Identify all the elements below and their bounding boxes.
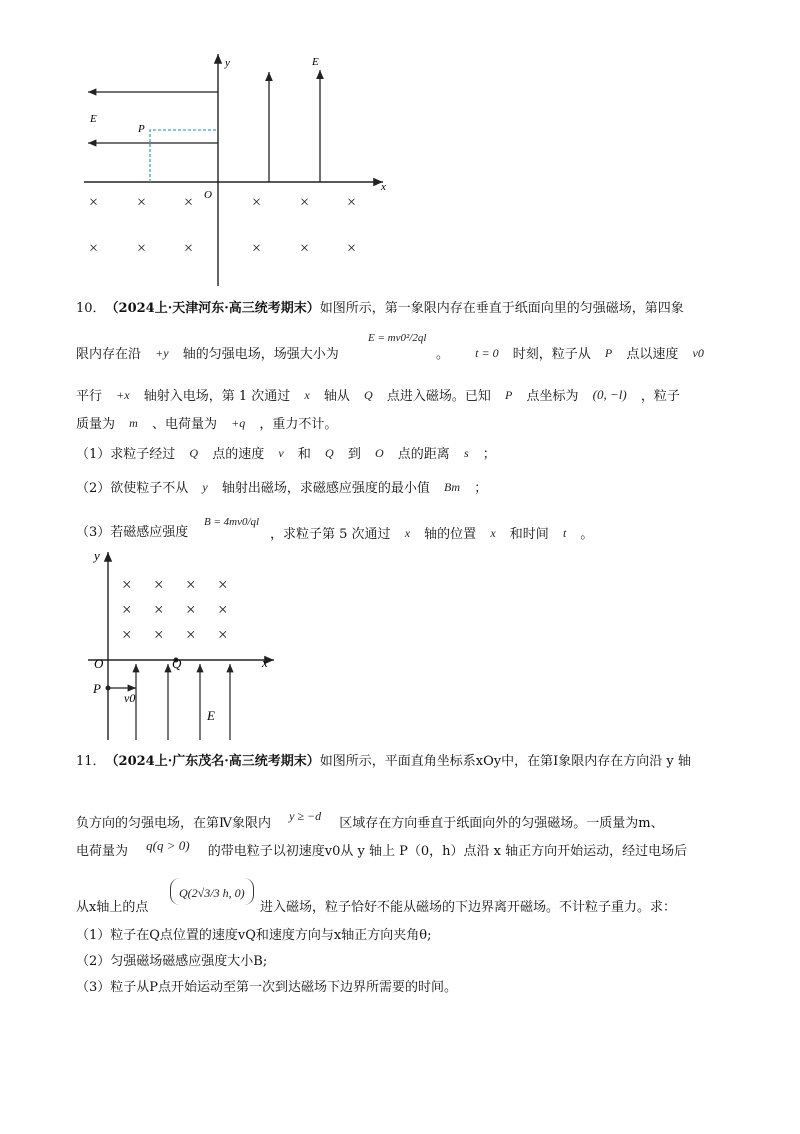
q10-text: 点的速度 bbox=[212, 447, 265, 462]
q10-text: 轴的位置 bbox=[424, 527, 477, 542]
figure-1 bbox=[70, 48, 400, 290]
q10-source: （2024上·天津河东·高三统考期末） bbox=[105, 301, 320, 316]
q11-line-4 bbox=[76, 898, 148, 918]
q10-symbol: P bbox=[604, 346, 613, 360]
q10-text: 轴射入电场，第 1 次通过 bbox=[143, 389, 291, 404]
q10-formula-e bbox=[368, 326, 426, 345]
q11-source: （2024上·广东茂名·高三统考期末） bbox=[105, 754, 320, 769]
fig1-cross: × bbox=[300, 194, 310, 211]
fig2-origin-label: O bbox=[94, 656, 104, 671]
fig1-p-label: P bbox=[138, 123, 145, 135]
fig1-cross: × bbox=[137, 194, 147, 211]
q10-text: 平行 bbox=[76, 389, 103, 404]
q10-text: ，粒子 bbox=[640, 389, 680, 404]
fig2-v-label: v0 bbox=[124, 691, 136, 705]
q10-symbol: v bbox=[278, 446, 284, 460]
q10-symbol: t = 0 bbox=[475, 346, 499, 360]
q10-subquestion-1 bbox=[76, 443, 496, 465]
q10-text: 轴射出磁场，求磁感应强度的最小值 bbox=[221, 481, 430, 496]
q11-subquestion-3 bbox=[76, 978, 457, 998]
fig2-cross: × bbox=[218, 600, 228, 619]
fig2-cross: × bbox=[154, 625, 164, 644]
fig1-e-label-left: E bbox=[90, 113, 97, 125]
q10-text: 时刻，粒子从 bbox=[512, 347, 591, 362]
fig1-y-label: y bbox=[225, 57, 230, 69]
q10-symbol: y bbox=[202, 480, 208, 494]
q10-subquestion-3 bbox=[76, 523, 188, 543]
fig1-x-label: x bbox=[381, 181, 386, 193]
q11-text: 区域存在方向垂直于纸面向外的匀强磁场。一质量为m、 bbox=[339, 816, 664, 831]
q10-text: 到 bbox=[347, 447, 361, 462]
fig1-e-label-right: E bbox=[312, 56, 319, 68]
q10-text: 点的距离 bbox=[397, 447, 450, 462]
q10-text: ； bbox=[482, 447, 496, 462]
q10-text: 和 bbox=[297, 447, 311, 462]
q10-symbol: x bbox=[490, 526, 496, 540]
q10-text: 轴的匀强电场，场强大小为 bbox=[182, 347, 339, 362]
q10-text: 、电荷量为 bbox=[151, 417, 217, 432]
q10-subquestion-2 bbox=[76, 477, 487, 499]
fig2-cross: × bbox=[218, 625, 228, 644]
q10-formula-b bbox=[204, 510, 259, 529]
q10-symbol: Q bbox=[364, 388, 373, 402]
fig2-e-label: E bbox=[207, 708, 215, 723]
fig1-cross: × bbox=[184, 240, 194, 257]
q11-subquestion-2 bbox=[76, 952, 267, 972]
q10-text: ； bbox=[474, 481, 488, 496]
q10-coordinate: (0, −l) bbox=[592, 387, 627, 402]
q10-text: 。 bbox=[436, 347, 450, 362]
fig1-cross: × bbox=[137, 240, 147, 257]
fig1-cross: × bbox=[184, 194, 194, 211]
fig2-q-label: Q bbox=[172, 656, 182, 671]
q10-symbol: Bm bbox=[444, 480, 461, 494]
fig1-cross: × bbox=[347, 240, 357, 257]
q10-text: 点进入磁场。已知 bbox=[386, 389, 491, 404]
q11-text: 进入磁场，粒子恰好不能从磁场的下边界离开磁场。不计粒子重力。求： bbox=[260, 900, 677, 915]
q10-text: （2）欲使粒子不从 bbox=[76, 481, 189, 496]
q10-line-3 bbox=[76, 385, 680, 407]
q10-text: 。 bbox=[580, 527, 594, 542]
q10-symbol: P bbox=[505, 388, 513, 402]
fig1-cross: × bbox=[89, 240, 99, 257]
q11-line-2 bbox=[76, 809, 664, 834]
q10-text: （1）求粒子经过 bbox=[76, 447, 176, 462]
fig2-cross: × bbox=[154, 600, 164, 619]
fig1-cross: × bbox=[252, 194, 262, 211]
q11-text: （1）粒子在Q点位置的速度vQ和速度方向与x轴正方向夹角θ; bbox=[76, 928, 432, 943]
q10-text: 质量为 bbox=[76, 417, 116, 432]
figure-2 bbox=[84, 544, 284, 744]
q10-symbol: O bbox=[374, 446, 384, 460]
fig2-cross: × bbox=[154, 575, 164, 594]
q10-formula-b-text: B = 4mv0/ql bbox=[204, 516, 260, 528]
fig2-cross: × bbox=[186, 575, 196, 594]
fig2-cross: × bbox=[186, 625, 196, 644]
q11-text: 负方向的匀强电场，在第Ⅳ象限内 bbox=[76, 816, 271, 831]
q10-symbol: m bbox=[129, 416, 138, 430]
q10-text: 限内存在沿 bbox=[76, 347, 142, 362]
q11-subquestion-1 bbox=[76, 926, 431, 946]
fig2-cross: × bbox=[186, 600, 196, 619]
fig2-cross: × bbox=[122, 625, 132, 644]
fig2-x-label: x bbox=[262, 655, 268, 670]
q10-symbol: +y bbox=[155, 346, 169, 360]
q10-text: （3）若磁感应强度 bbox=[76, 525, 189, 540]
q11-line-3 bbox=[76, 840, 687, 862]
q10-text: 点坐标为 bbox=[526, 389, 579, 404]
q10-line-1 bbox=[76, 299, 684, 319]
q11-line-4b bbox=[260, 898, 676, 918]
q11-formula-point-q bbox=[170, 878, 254, 905]
fig2-cross: × bbox=[218, 575, 228, 594]
q10-line-2b bbox=[436, 343, 714, 365]
q10-symbol: x bbox=[304, 388, 310, 402]
q10-line-4 bbox=[76, 413, 337, 435]
fig1-cross: × bbox=[347, 194, 357, 211]
q11-text: 从x轴上的点 bbox=[76, 900, 149, 915]
q10-text: 轴从 bbox=[323, 389, 350, 404]
fig2-cross: × bbox=[122, 575, 132, 594]
q10-text: 如图所示，第一象限内存在垂直于纸面向里的匀强磁场，第四象 bbox=[319, 301, 684, 316]
q10-symbol: v0 bbox=[692, 346, 704, 360]
q10-line-2 bbox=[76, 343, 339, 365]
q11-text: （3）粒子从P点开始运动至第一次到达磁场下边界所需要的时间。 bbox=[76, 980, 458, 995]
q10-formula-e-text: E = mv0²/2ql bbox=[368, 332, 427, 344]
fig2-p-label: P bbox=[93, 681, 101, 696]
q10-symbol: Q bbox=[189, 446, 199, 460]
q11-formula-q: q(q > 0) bbox=[146, 838, 190, 853]
q10-symbol: x bbox=[404, 526, 411, 540]
fig1-origin-label: O bbox=[204, 189, 212, 201]
q11-line-1 bbox=[76, 752, 691, 772]
q11-text: （2）匀强磁场磁感应强度大小B; bbox=[76, 954, 268, 969]
q10-symbol: Q bbox=[325, 446, 334, 460]
q10-symbol: t bbox=[562, 526, 567, 540]
q10-symbol: +q bbox=[231, 416, 246, 430]
fig2-y-label: y bbox=[94, 548, 100, 563]
q10-text: 和时间 bbox=[509, 527, 549, 542]
fig1-cross: × bbox=[252, 240, 262, 257]
q10-number: 10． bbox=[76, 301, 106, 316]
q10-symbol: +x bbox=[116, 388, 130, 402]
q10-text: 点以速度 bbox=[626, 347, 679, 362]
q11-text: 如图所示，平面直角坐标系xOy中，在第Ⅰ象限内存在方向沿 y 轴 bbox=[319, 754, 691, 769]
q10-text: ，求粒子第 5 次通过 bbox=[270, 527, 391, 542]
q10-subquestion-3b bbox=[270, 523, 593, 545]
q10-text: ，重力不计。 bbox=[259, 417, 338, 432]
q11-text: 电荷量为 bbox=[76, 844, 129, 859]
fig1-cross: × bbox=[89, 194, 99, 211]
fig2-cross: × bbox=[122, 600, 132, 619]
q10-symbol: s bbox=[463, 446, 469, 460]
fig1-p-dashed-box bbox=[150, 130, 218, 182]
q11-text: 的带电粒子以初速度v0从 y 轴上 P（0，h）点沿 x 轴正方向开始运动，经过电场后 bbox=[207, 844, 688, 859]
q11-formula-y: y ≥ −d bbox=[289, 809, 322, 823]
q11-number: 11． bbox=[76, 754, 106, 769]
fig1-cross: × bbox=[300, 240, 310, 257]
q11-formula-point-q-text: Q(2√3/3 h, 0) bbox=[179, 886, 245, 900]
